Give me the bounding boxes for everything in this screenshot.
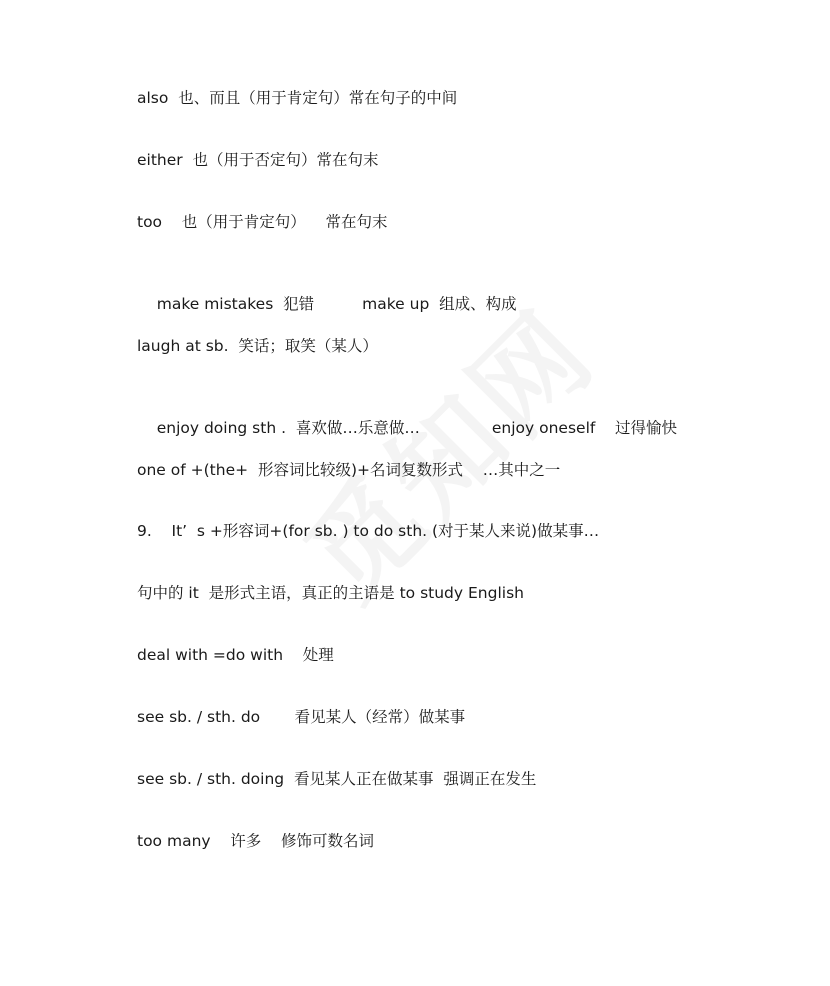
text-line-see-doing: see sb. / sth. doing 看见某人正在做某事 强调正在发生 [137,770,537,788]
text-enjoy-oneself: enjoy oneself 过得愉快 [491,419,678,437]
text-line-deal-with: deal with =do with 处理 [137,646,334,664]
text-line-enjoy [137,398,677,458]
text-line-too-many: too many 许多 修饰可数名词 [137,832,374,850]
text-make-up: make up 组成、构成 [362,295,517,313]
text-line-one-of: one of +(the+ 形容词比较级)+名词复数形式 …其中之一 [137,461,561,479]
text-line-see-do: see sb. / sth. do 看见某人（经常）做某事 [137,708,466,726]
text-line-make [137,274,517,334]
text-line-item-9: 9. It’ s +形容词+(for sb. ) to do sth. (对于某人来说)做某事… [137,522,600,540]
text-line-too: too 也（用于肯定句） 常在句末 [137,213,388,231]
text-line-laugh-at: laugh at sb. 笑话；取笑（某人） [137,337,378,355]
text-line-also: also 也、而且（用于肯定句）常在句子的中间 [137,89,458,107]
text-enjoy-doing: enjoy doing sth . 喜欢做…乐意做… [156,419,420,437]
text-line-either: either 也（用于否定句）常在句末 [137,151,379,169]
text-line-formal-subject: 句中的 it 是形式主语，真正的主语是 to study English [137,584,524,602]
text-make-mistakes: make mistakes 犯错 [156,295,315,313]
